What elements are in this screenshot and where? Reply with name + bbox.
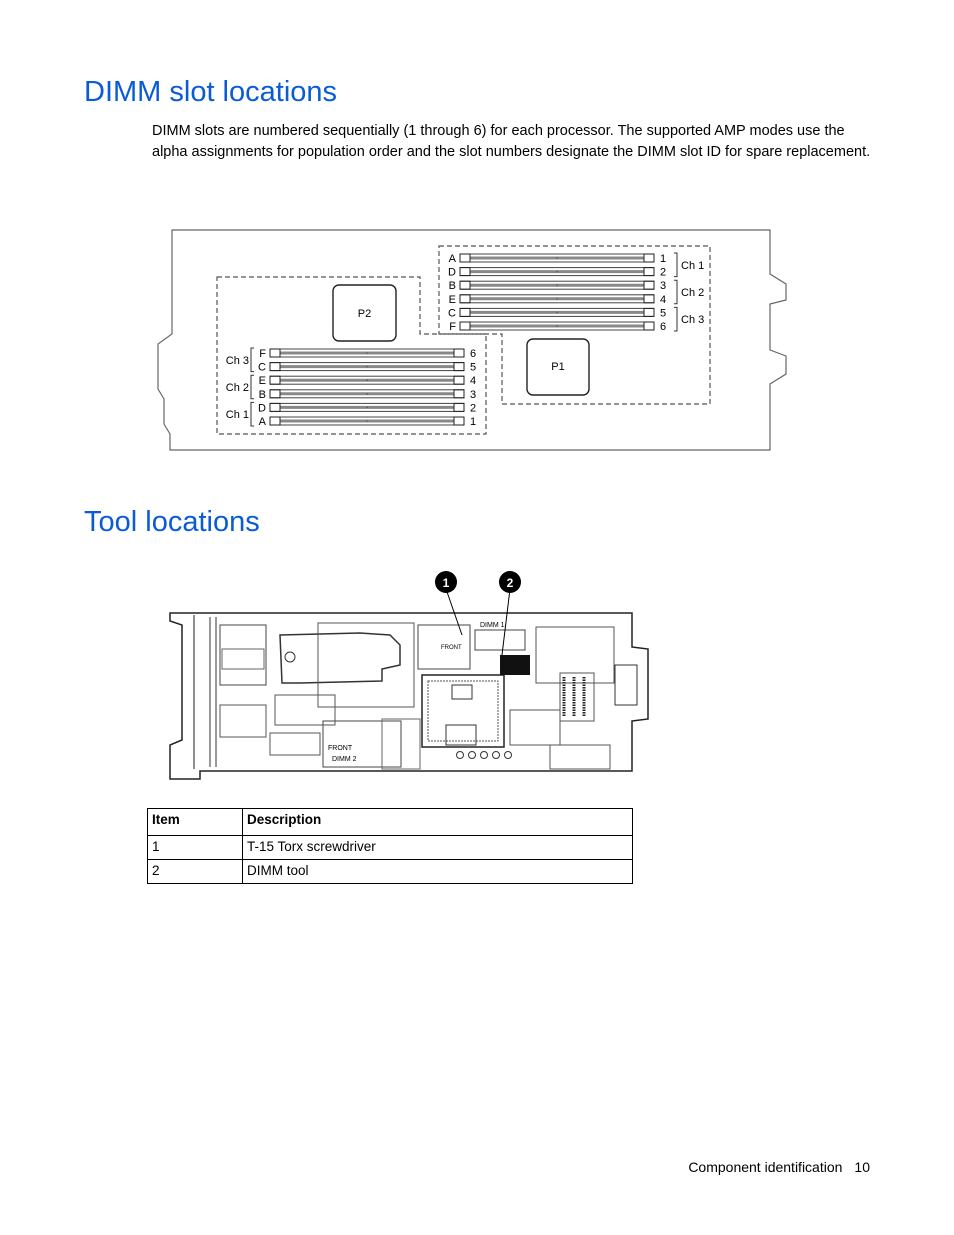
- channel-label-text: Ch 2: [225, 382, 249, 394]
- processor-p2-label: P2: [357, 308, 372, 320]
- p2-dimm-slots: [226, 348, 476, 428]
- table-cell-item: 1: [148, 836, 243, 860]
- dimm-slot: [259, 416, 476, 428]
- channel-label: [226, 402, 254, 426]
- table-header-item: Item: [148, 809, 243, 836]
- dimm-slot-letter: C: [448, 307, 456, 320]
- channel-label-text: Ch 1: [681, 259, 705, 272]
- dimm-slot-number: 4: [470, 375, 477, 388]
- board-dimm1-label: DIMM 1: [480, 622, 505, 629]
- callout-1: [435, 571, 457, 593]
- dimm-slot-letter: F: [449, 321, 456, 333]
- dimm-slot-number: 3: [660, 280, 667, 293]
- dimm-slot-number: 5: [660, 307, 667, 320]
- channel-label: [674, 253, 704, 277]
- dimm-slot: [449, 253, 666, 265]
- dimm-slot-letter: D: [258, 402, 266, 415]
- dimm-slot-letter: F: [259, 348, 266, 360]
- channel-label-text: Ch 3: [681, 314, 705, 327]
- dimm-slot-diagram: [150, 224, 800, 456]
- dimm-slot-number: 4: [660, 293, 667, 306]
- dimm-slot-letter: B: [258, 388, 266, 401]
- tool-items-table: [147, 808, 633, 884]
- table-header-row: [148, 809, 633, 836]
- channel-label: [226, 348, 254, 372]
- channel-label-text: Ch 1: [225, 409, 249, 422]
- page-footer: [688, 1159, 870, 1175]
- callout-1-label: 1: [442, 576, 450, 590]
- dimm-slot: [448, 267, 666, 279]
- board-dimm2-label: DIMM 2: [332, 756, 357, 763]
- dimm-slot: [448, 307, 666, 319]
- dimm-slot-letter: A: [448, 253, 456, 265]
- dimm-slot-letter: A: [258, 416, 266, 428]
- dimm-slot: [259, 375, 476, 387]
- dimm-slot: [449, 294, 666, 306]
- dimm-slot: [258, 362, 476, 374]
- p1-dimm-slots: [448, 253, 704, 333]
- table-row: [148, 860, 633, 884]
- table-cell-description: DIMM tool: [243, 860, 633, 884]
- dimm-slot-number: 3: [470, 388, 477, 401]
- dimm-slot-number: 1: [660, 253, 667, 265]
- dimm-slot: [259, 348, 476, 360]
- dimm-intro-paragraph: DIMM slots are numbered sequentially (1 through 6) for each processor. The supported AMP modes use the alpha assignments for population order and the slot numbers designate the DIMM slot ID for spare replacement.: [152, 123, 871, 160]
- dimm-slot-number: 5: [470, 361, 477, 374]
- board-front-label-top: FRONT: [441, 645, 462, 651]
- dimm-slot: [449, 321, 666, 333]
- dimm-slot: [259, 389, 476, 401]
- callout-2-label: 2: [506, 576, 514, 590]
- tool-location-diagram: [160, 565, 660, 785]
- channel-label-text: Ch 3: [225, 354, 249, 367]
- channel-label: [226, 375, 254, 399]
- dimm-slot: [449, 280, 666, 292]
- channel-label: [674, 280, 704, 304]
- board-front-label-bottom: FRONT: [328, 745, 353, 752]
- dimm-slot-number: 2: [660, 266, 667, 279]
- tool-section-title: Tool locations: [84, 506, 260, 538]
- dimm-slot: [258, 402, 476, 414]
- dimm-slot-letter: B: [448, 280, 456, 293]
- dimm-slot-letter: E: [448, 293, 456, 306]
- dimm-slot-letter: E: [258, 375, 266, 388]
- dimm-slot-number: 2: [470, 402, 477, 415]
- dimm-slot-letter: D: [448, 266, 456, 279]
- callout-2: [499, 571, 521, 593]
- processor-p1-label: P1: [551, 361, 565, 373]
- table-row: [148, 836, 633, 860]
- footer-page-number: 10: [854, 1159, 870, 1175]
- dimm-section-title: DIMM slot locations: [84, 76, 338, 108]
- channel-label: [674, 307, 704, 331]
- dimm-slot-number: 6: [470, 348, 477, 360]
- dimm-slot-number: 6: [660, 321, 667, 333]
- table-cell-item: 2: [148, 860, 243, 884]
- channel-label-text: Ch 2: [681, 287, 705, 299]
- table-cell-description: T-15 Torx screwdriver: [243, 836, 633, 860]
- table-header-description: Description: [243, 809, 633, 836]
- footer-section-name: Component identification: [688, 1159, 843, 1175]
- dimm-slot-number: 1: [470, 416, 477, 428]
- dimm-slot-letter: C: [258, 361, 266, 374]
